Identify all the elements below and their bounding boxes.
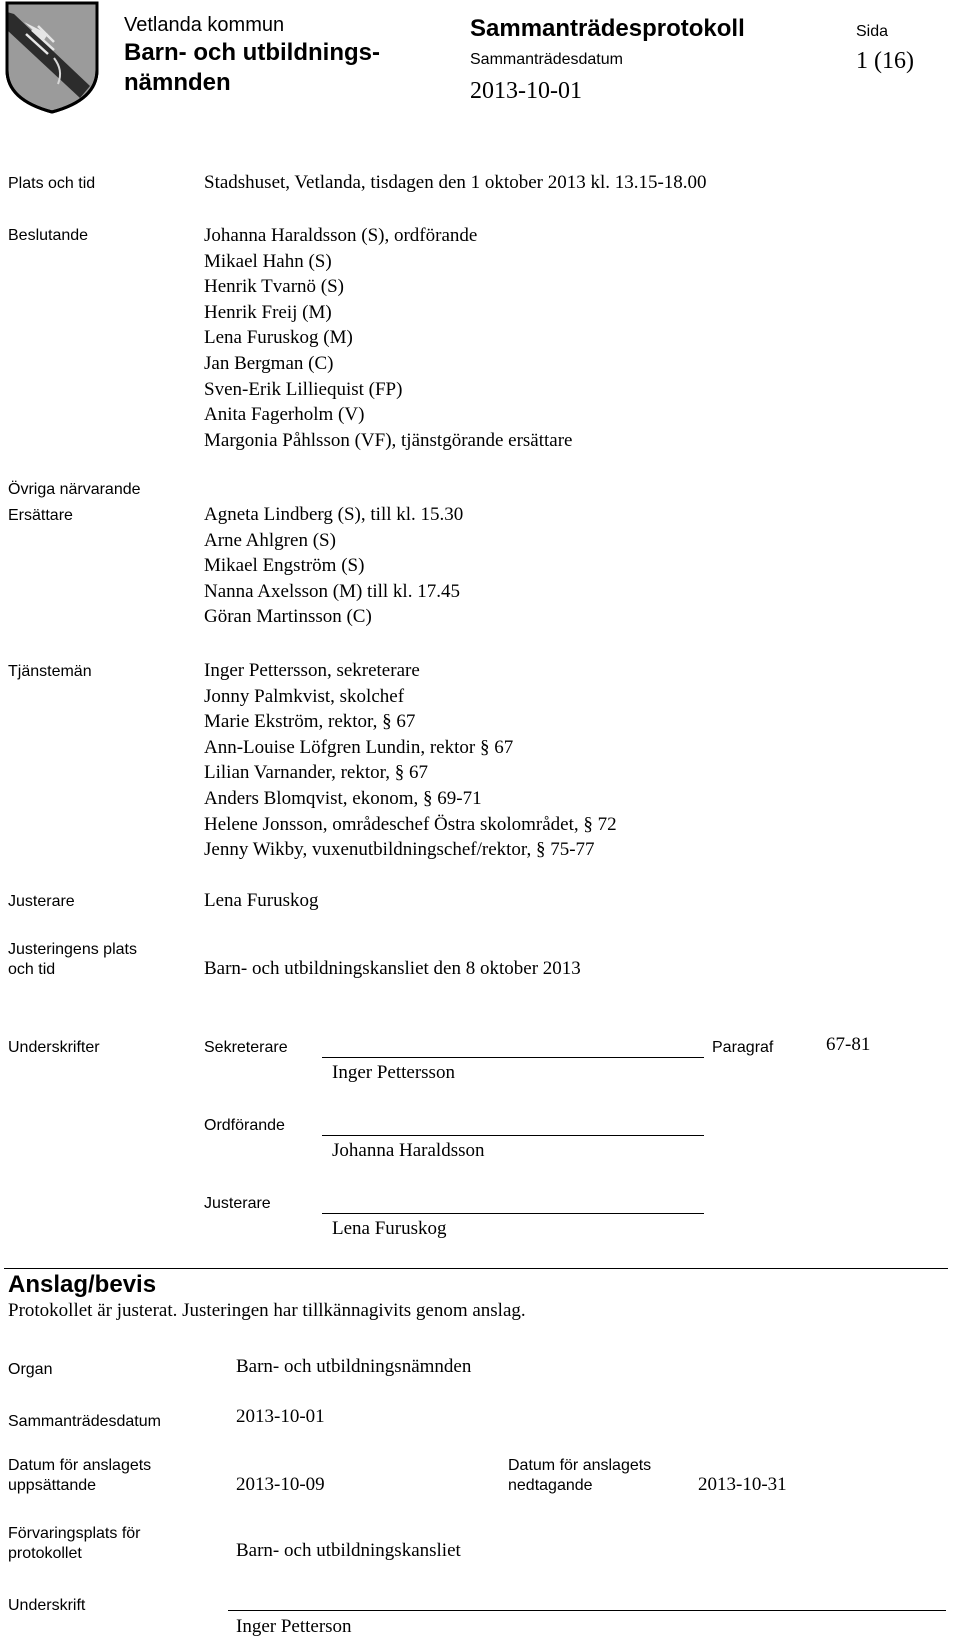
page-label: Sida (856, 23, 889, 40)
officials-label: Tjänstemän (8, 663, 92, 680)
list-item: Jan Bergman (C) (204, 352, 334, 374)
adjuster-name: Lena Furuskog (332, 1218, 447, 1239)
posted-date-label-line2: uppsättande (8, 1477, 97, 1494)
list-item: Göran Martinsson (C) (204, 606, 372, 628)
notice-signature-line (228, 1610, 946, 1611)
page-number: 1 (16) (856, 48, 914, 74)
list-item: Inger Pettersson, sekreterare (204, 660, 420, 681)
paragraph-label: Paragraf (712, 1039, 774, 1056)
list-item: Marie Ekström, rektor, § 67 (204, 711, 416, 733)
notice-heading: Anslag/bevis (8, 1271, 157, 1298)
posted-date-label-line1: Datum för anslagets (8, 1457, 152, 1474)
officials-list (204, 658, 617, 863)
substitutes-list (204, 502, 463, 630)
list-item: Lilian Varnander, rektor, § 67 (204, 762, 428, 784)
list-item: Henrik Freij (M) (204, 301, 332, 323)
list-item: Sven-Erik Lilliequist (FP) (204, 378, 403, 400)
municipal-coat-of-arms (4, 0, 100, 114)
chair-name: Johanna Haraldsson (332, 1140, 485, 1161)
adjustment-place-label-line2: och tid (8, 961, 56, 978)
list-item: Agneta Lindberg (S), till kl. 15.30 (204, 504, 464, 525)
removed-date-label-line1: Datum för anslagets (508, 1457, 652, 1474)
place-time-label: Plats och tid (8, 175, 96, 192)
secretary-name: Inger Pettersson (332, 1062, 455, 1083)
adjustment-place-value: Barn- och utbildningskansliet den 8 oktober 2013 (204, 958, 581, 979)
decision-makers-list (204, 223, 572, 453)
others-present-label: Övriga närvarande (8, 481, 141, 498)
list-item: Helene Jonsson, områdeschef Östra skolområdet, § 72 (204, 813, 617, 835)
removed-date-value: 2013-10-31 (698, 1474, 787, 1495)
meeting-date-label: Sammanträdesdatum (470, 51, 623, 68)
meeting-date: 2013-10-01 (470, 78, 582, 104)
organ-label: Organ (8, 1361, 53, 1378)
list-item: Johanna Haraldsson (S), ordförande (204, 225, 478, 246)
adjuster-value: Lena Furuskog (204, 890, 319, 911)
list-item: Anita Fagerholm (V) (204, 404, 365, 426)
place-time-value: Stadshuset, Vetlanda, tisdagen den 1 oktober 2013 kl. 13.15-18.00 (204, 172, 707, 193)
list-item: Margonia Påhlsson (VF), tjänstgörande ersättare (204, 429, 573, 451)
list-item: Jenny Wikby, vuxenutbildningschef/rektor, § 75-77 (204, 839, 595, 861)
paragraph-value: 67-81 (826, 1034, 871, 1055)
adjuster-signature-label: Justerare (204, 1195, 271, 1212)
list-item: Mikael Hahn (S) (204, 250, 332, 272)
removed-date-label-line2: nedtagande (508, 1477, 593, 1494)
list-item: Ann-Louise Löfgren Lundin, rektor § 67 (204, 736, 514, 758)
document-title: Sammanträdesprotokoll (470, 15, 745, 42)
committee-name-line1: Barn- och utbildnings- (124, 39, 380, 66)
organization-name: Vetlanda kommun (124, 14, 285, 36)
organ-value: Barn- och utbildningsnämnden (236, 1356, 472, 1377)
storage-place-label-line2: protokollet (8, 1545, 82, 1562)
notice-statement: Protokollet är justerat. Justeringen har tillkännagivits genom anslag. (8, 1300, 526, 1321)
adjustment-place-label-line1: Justeringens plats (8, 941, 137, 958)
storage-place-label-line1: Förvaringsplats för (8, 1525, 141, 1542)
chair-label: Ordförande (204, 1117, 285, 1134)
adjuster-label: Justerare (8, 893, 75, 910)
notice-meeting-date-value: 2013-10-01 (236, 1406, 325, 1427)
storage-place-value: Barn- och utbildningskansliet (236, 1540, 461, 1561)
secretary-signature-line (322, 1057, 704, 1058)
substitutes-label: Ersättare (8, 507, 73, 524)
list-item: Jonny Palmkvist, skolchef (204, 685, 405, 707)
signatures-label: Underskrifter (8, 1039, 100, 1056)
list-item: Nanna Axelsson (M) till kl. 17.45 (204, 580, 460, 602)
list-item: Arne Ahlgren (S) (204, 529, 336, 551)
notice-section-rule (4, 1268, 948, 1269)
committee-name-line2: nämnden (124, 69, 231, 96)
decision-makers-label: Beslutande (8, 227, 89, 244)
secretary-label: Sekreterare (204, 1039, 288, 1056)
list-item: Lena Furuskog (M) (204, 327, 353, 349)
notice-signature-name: Inger Petterson (236, 1616, 352, 1637)
notice-signature-label: Underskrift (8, 1597, 86, 1614)
posted-date-value: 2013-10-09 (236, 1474, 325, 1495)
list-item: Mikael Engström (S) (204, 555, 365, 577)
list-item: Henrik Tvarnö (S) (204, 276, 345, 298)
list-item: Anders Blomqvist, ekonom, § 69-71 (204, 787, 482, 809)
adjuster-signature-line (322, 1213, 704, 1214)
chair-signature-line (322, 1135, 704, 1136)
notice-meeting-date-label: Sammanträdesdatum (8, 1413, 161, 1430)
